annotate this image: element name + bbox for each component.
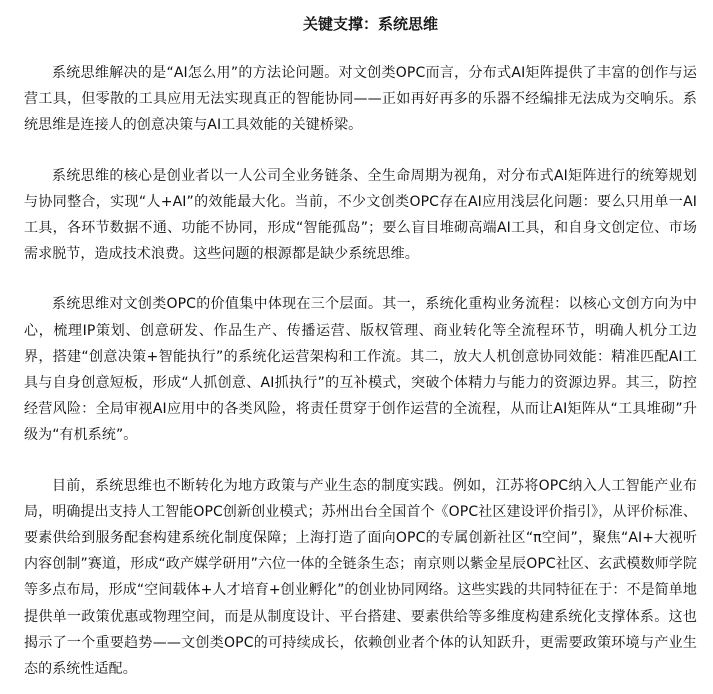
paragraph-2: 系统思维的核心是创业者以一人公司全业务链条、全生命周期为视角，对分布式AI矩阵进行的统筹规划与协同整合，实现“人+AI”的效能最大化。当前，不少文创类OPC存在AI应用浅层化问题：要么只用单一AI工具，各环节数据不通、功能不协同，形成“智能孤岛”；要么盲目堆砌高端AI工具，和自身文创定位、市场需求脱节，造成技术浪费。这些问题的根源都是缺少系统思维。 xyxy=(24,167,697,263)
paragraph-3: 系统思维对文创类OPC的价值集中体现在三个层面。其一，系统化重构业务流程：以核心文创方向为中心，梳理IP策划、创意研发、作品生产、传播运营、版权管理、商业转化等全流程环节，明确人机分工边界，搭建“创意决策+智能执行”的系统化运营架构和工作流。其二，放大人机创意协同效能：精准匹配AI工具与自身创意短板，形成“人抓创意、AI抓执行”的互补模式，突破个体精力与能力的资源边界。其三，防控经营风险：全局审视AI应用中的各类风险，将责任贯穿于创作运营的全流程，从而让AI矩阵从“工具堆砌”升级为“有机系统”。 xyxy=(24,296,697,444)
paragraph-4: 目前，系统思维也不断转化为地方政策与产业生态的制度实践。例如，江苏将OPC纳入人工智能产业布局，明确提出支持人工智能OPC创新创业模式；苏州出台全国首个《OPC社区建设评价指引》，从评价标准、要素供给到服务配套构建系统化制度保障；上海打造了面向OPC的专属创新社区“π空间”，聚焦“AI+大视听内容创制”赛道，形成“政产媒学研用”六位一体的全链条生态；南京则以紫金星辰OPC社区、玄武模数师学院等多点布局，形成“空间载体+人才培育+创业孵化”的创业协同网络。这些实践的共同特征在于：不是简单地提供单一政策优惠或物理空间，而是从制度设计、平台搭建、要素供给等多维度构建系统化支撑体系。这也揭示了一个重要趋势——文创类OPC的可持续成长，依赖创业者个体的认知跃升，更需要政策环境与产业生态的系统性适配。 xyxy=(24,477,697,678)
paragraph-1: 系统思维解决的是“AI怎么用”的方法论问题。对文创类OPC而言，分布式AI矩阵提供了丰富的创作与运营工具，但零散的工具应用无法实现真正的智能协同——正如再好再多的乐器不经编排无法成为交响乐。系统思维是连接人的创意决策与AI工具效能的关键桥梁。 xyxy=(24,65,697,134)
document-title: 关键支撑：系统思维 xyxy=(302,15,438,33)
